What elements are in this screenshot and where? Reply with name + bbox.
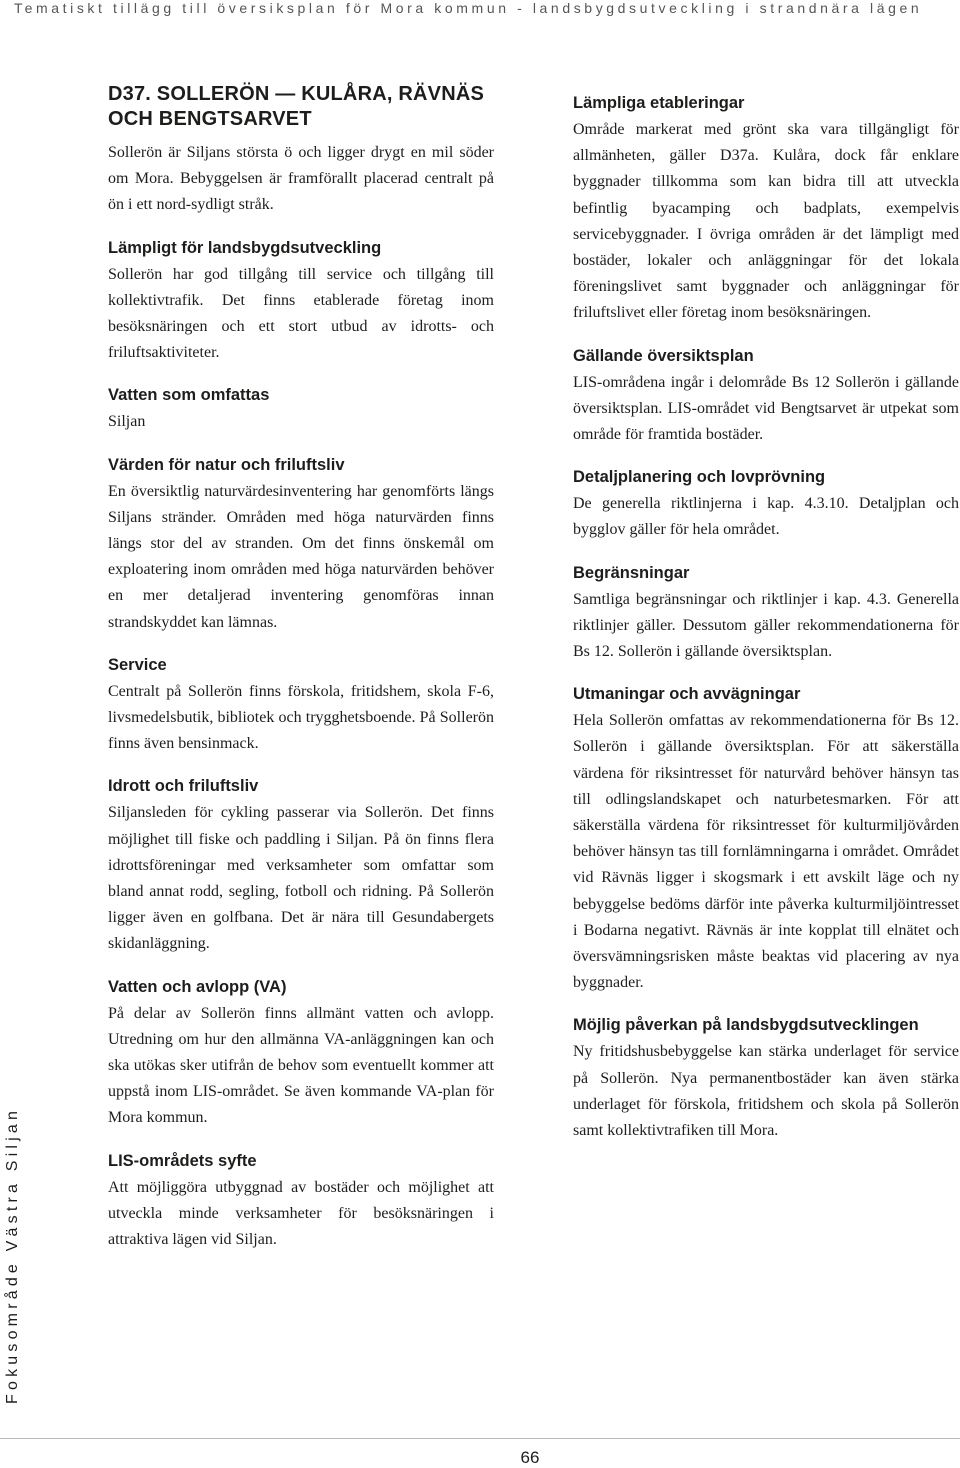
section-begransningar (573, 562, 959, 666)
section-heading: Värden för natur och friluftsliv (108, 455, 345, 474)
section-body: Siljansleden för cykling passerar via Sollerön. Det finns möjlighet till fiske och paddling i Siljan. På ön finns flera idrottsföreningar med verksamheter som omfattar som bland annat rodd, segling, fotboll och ridning. På Sollerön ligger även en golfbana. Det är nära till Gesundabergets skidanläggning. (108, 804, 494, 953)
section-heading: LIS-områdets syfte (108, 1151, 257, 1170)
section-heading: Möjlig påverkan på landsbygdsutvecklingen (573, 1016, 919, 1035)
section-utmaningar (573, 683, 959, 996)
section-body: LIS-områdena ingår i delområde Bs 12 Sollerön i gällande översiktsplan. LIS-området vid Bengtsarvet är utpekat som område för framtida bostäder. (573, 373, 959, 444)
section-body: Ny fritidshusbebyggelse kan stärka underlaget för service på Sollerön. Nya permanentbostäder kan även stärka underlaget för förskola, fritidshem och skola på Sollerön samt kollektivtrafiken till Mora. (573, 1043, 959, 1140)
intro-section (108, 140, 494, 219)
running-header: Tematiskt tillägg till översiksplan för Mora kommun - landsbygdsutveckling i strandnära lägen (14, 0, 923, 16)
section-vatten (108, 384, 494, 435)
section-body: En översiktlig naturvärdesinventering har genomförts längs Siljans stränder. Områden med höga naturvärden finns längs stor del av stranden. Om det finns önskemål om exploatering inom områden med höga naturvärden behöver en mer detaljerad inventering genomföras innan strandskyddet kan lämnas. (108, 482, 494, 631)
section-body: Siljan (108, 413, 146, 431)
section-oversiktsplan (573, 345, 959, 449)
section-landsbygd (108, 237, 494, 367)
section-paverkan (573, 1014, 959, 1144)
section-heading: Vatten och avlopp (VA) (108, 977, 287, 996)
section-heading: Service (108, 655, 167, 674)
intro-paragraph: Sollerön är Siljans största ö och ligger drygt en mil söder om Mora. Bebyggelsen är framförallt placerad centralt på ön i ett nord-sydligt stråk. (108, 144, 494, 214)
section-heading: Lämpligt för landsbygdsutveckling (108, 238, 382, 257)
section-body: Centralt på Sollerön finns förskola, fritidshem, skola F-6, livsmedelsbutik, bibliotek och trygghetsboende. På Sollerön finns även bensinmack. (108, 682, 494, 753)
section-heading: Idrott och friluftsliv (108, 777, 259, 796)
section-body: På delar av Sollerön finns allmänt vatten och avlopp. Utredning om hur den allmänna VA-anläggningen kan och ska utökas sker utifrån de behov som eventuellt kommer att uppstå inom LIS-området. Se även kommande VA-plan för Mora kommun. (108, 1004, 494, 1127)
side-label: Fokusområde Västra Siljan (4, 1106, 21, 1404)
section-body: Samtliga begränsningar och riktlinjer i kap. 4.3. Generella riktlinjer gäller. Dessutom gäller rekommendationerna för Bs 12. Sollerön i gällande översiktsplan. (573, 590, 959, 661)
section-varden (108, 454, 494, 636)
page-number: 66 (520, 1448, 540, 1467)
right-column (573, 92, 959, 1162)
section-title: D37. SOLLERÖN — KULÅRA, RÄVNÄS OCH BENGTSARVET (108, 83, 485, 130)
section-idrott (108, 775, 494, 957)
section-service (108, 654, 494, 758)
left-column (108, 78, 494, 1271)
section-body: Sollerön har god tillgång till service och tillgång till kollektivtrafik. Det finns etablerade företag inom besöksnäringen och ett stort utbud av idrotts- och friluftsaktiviteter. (108, 265, 494, 362)
section-heading: Vatten som omfattas (108, 386, 270, 405)
section-va (108, 976, 494, 1132)
section-heading: Begränsningar (573, 563, 690, 582)
section-detaljplanering (573, 466, 959, 543)
section-body: Område markerat med grönt ska vara tillgängligt för allmänheten, gäller D37a. Kulåra, dock får enklare byggnader tillkomma som kan bidra till att utveckla befintlig byacamping och badplats, exempelvis servicebyggnader. I övriga områden är det lämpligt med bostäder, lokaler och anläggningar för det lokala föreningslivet samt byggnader och anläggningar för friluftslivet eller företag inom besöksnäringen. (573, 121, 959, 322)
section-body: Att möjliggöra utbyggnad av bostäder och möjlighet att utveckla minde verksamheter för besöksnäringen i attraktiva lägen vid Siljan. (108, 1178, 494, 1249)
section-heading: Detaljplanering och lovprövning (573, 468, 826, 487)
footer-divider (0, 1438, 960, 1439)
section-body: Hela Sollerön omfattas av rekommendationerna för Bs 12. Sollerön i gällande översiktsplan. För att säkerställa värdena för riksintresset för naturvård behöver hänsyn tas till odlingslandskapet och naturbetesmarken. För att säkerställa värdena för riksintresset för kulturmiljövården behöver hänsyn tas till fornlämningarna i området. Området vid Rävnäs ligger i skogsmark i ett avskilt läge och ny bebyggelse bedöms därför inte påverka kulturmiljöintresset i Bodarna negativt. Rävnäs är inte kopplat till elnätet och översvämningsrisken måste beaktas vid placering av nya byggnader. (573, 712, 959, 992)
section-heading: Gällande översiktsplan (573, 346, 754, 365)
section-syfte (108, 1150, 494, 1254)
section-heading: Utmaningar och avvägningar (573, 685, 801, 704)
section-heading: Lämpliga etableringar (573, 94, 745, 112)
section-body: De generella riktlinjerna i kap. 4.3.10. Detaljplan och bygglov gäller för hela området. (573, 495, 959, 539)
section-etableringar (573, 92, 959, 327)
